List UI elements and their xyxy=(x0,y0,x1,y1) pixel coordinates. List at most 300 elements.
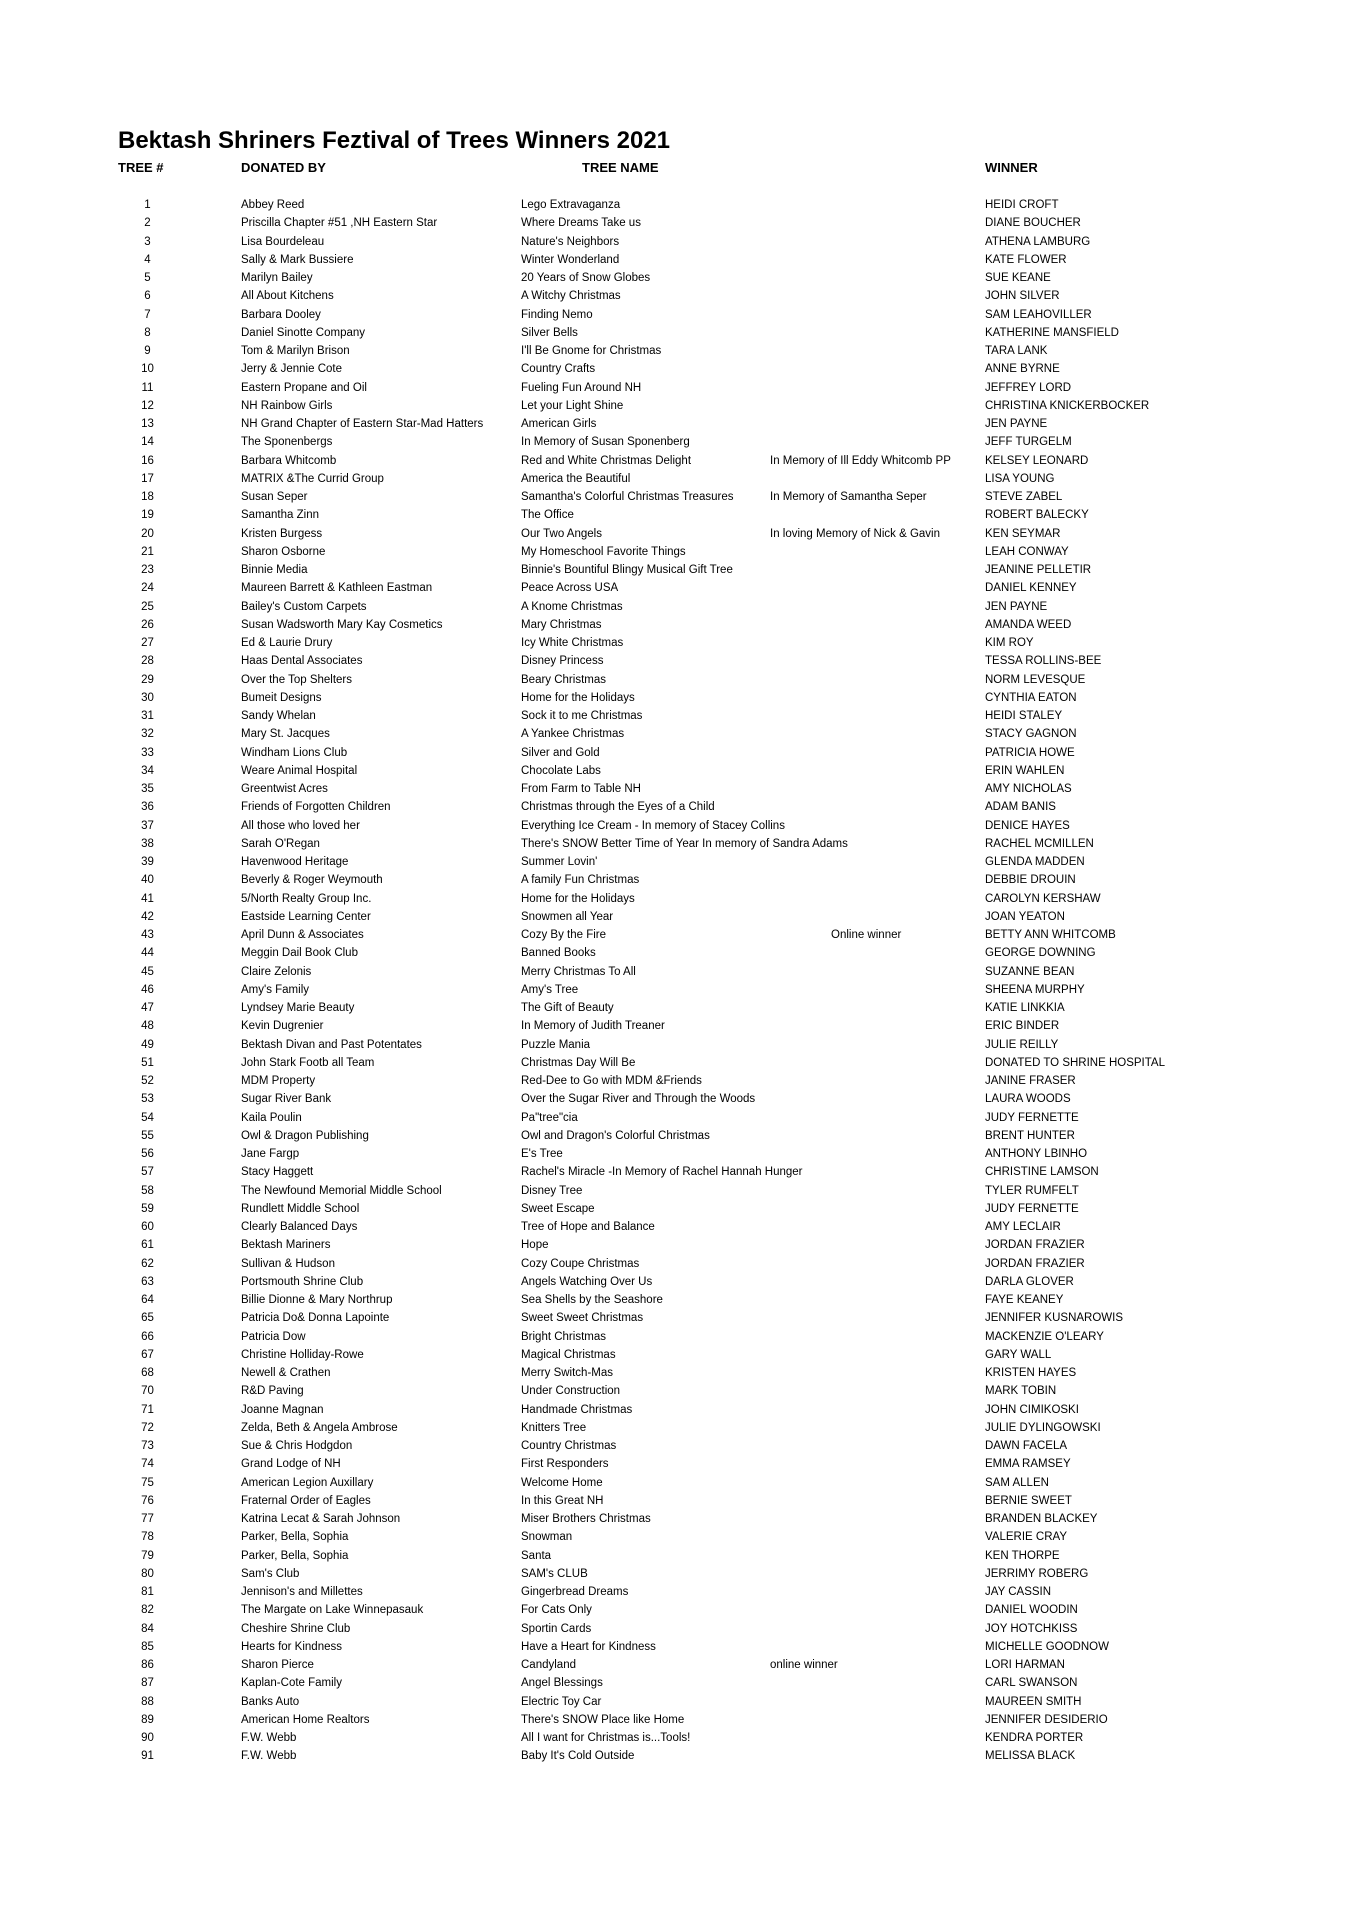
winner-cell: TARA LANK xyxy=(985,345,1048,357)
tree-name-cell: Rachel's Miracle -In Memory of Rachel Hannah Hunger xyxy=(521,1166,803,1179)
tree-name-cell: Santa xyxy=(521,1549,552,1562)
winner-cell: DENICE HAYES xyxy=(985,819,1070,832)
table-row xyxy=(0,946,1358,964)
tree-name-cell: Tree of Hope and Balance xyxy=(521,1221,655,1233)
table-row xyxy=(0,1129,1358,1147)
tree-name-cell: The Gift of Beauty xyxy=(521,1002,614,1014)
tree-number-cell: 81 xyxy=(141,1586,154,1598)
tree-name-cell: Chocolate Labs xyxy=(521,764,601,777)
tree-number-cell: 41 xyxy=(141,892,154,905)
tree-name-cell: Magical Christmas xyxy=(521,1348,616,1361)
tree-number-cell: 45 xyxy=(141,965,154,978)
winner-cell: CAROLYN KERSHAW xyxy=(985,892,1101,905)
table-row xyxy=(0,1640,1358,1658)
tree-name-cell: In Memory of Susan Sponenberg xyxy=(521,436,690,449)
tree-name-cell: Everything Ice Cream - In memory of Stacey Collins xyxy=(521,819,785,832)
tree-name-cell: Beary Christmas xyxy=(521,673,606,686)
table-row xyxy=(0,1403,1358,1421)
donated-by-cell: Sandy Whelan xyxy=(241,710,316,722)
tree-name-cell: Home for the Holidays xyxy=(521,892,635,905)
table-row xyxy=(0,563,1358,581)
table-row xyxy=(0,1220,1358,1238)
tree-number-cell: 54 xyxy=(141,1111,154,1124)
tree-number-cell: 67 xyxy=(141,1348,154,1361)
donated-by-cell: Amy's Family xyxy=(241,983,310,996)
donated-by-cell: Banks Auto xyxy=(241,1695,300,1708)
winner-cell: STEVE ZABEL xyxy=(985,491,1063,503)
donated-by-cell: The Margate on Lake Winnepasauk xyxy=(241,1604,424,1617)
donated-by-cell: Stacy Haggett xyxy=(241,1166,314,1179)
tree-number-cell: 1 xyxy=(144,199,151,211)
table-row xyxy=(0,1439,1358,1457)
donated-by-cell: Priscilla Chapter #51 ,NH Eastern Star xyxy=(241,217,438,230)
table-row xyxy=(0,1622,1358,1640)
table-row xyxy=(0,965,1358,983)
table-row xyxy=(0,892,1358,910)
tree-name-cell: A family Fun Christmas xyxy=(521,874,640,887)
note-cell: online winner xyxy=(770,1659,838,1671)
table-row xyxy=(0,1749,1358,1767)
table-row xyxy=(0,1530,1358,1548)
table-row xyxy=(0,399,1358,417)
tree-name-cell: Baby It's Cold Outside xyxy=(521,1750,635,1763)
table-row xyxy=(0,928,1358,946)
winner-cell: CHRISTINA KNICKERBOCKER xyxy=(985,399,1150,412)
donated-by-cell: Kaila Poulin xyxy=(241,1111,302,1124)
winner-cell: KATIE LINKKIA xyxy=(985,1002,1065,1014)
table-row xyxy=(0,1585,1358,1603)
tree-name-cell: E's Tree xyxy=(521,1148,563,1160)
table-row xyxy=(0,600,1358,618)
tree-name-cell: In this Great NH xyxy=(521,1494,604,1507)
donated-by-cell: Meggin Dail Book Club xyxy=(241,947,358,960)
tree-name-cell: A Yankee Christmas xyxy=(521,728,625,741)
donated-by-cell: Ed & Laurie Drury xyxy=(241,637,333,649)
table-row xyxy=(0,1165,1358,1183)
winner-cell: AMY NICHOLAS xyxy=(985,783,1072,795)
tree-number-cell: 70 xyxy=(141,1385,154,1398)
winner-cell: JANINE FRASER xyxy=(985,1075,1076,1087)
tree-number-cell: 66 xyxy=(141,1330,154,1343)
donated-by-cell: Fraternal Order of Eagles xyxy=(241,1494,371,1507)
winner-cell: KRISTEN HAYES xyxy=(985,1367,1077,1379)
tree-name-cell: Christmas Day Will Be xyxy=(521,1056,636,1069)
tree-number-cell: 21 xyxy=(141,545,154,558)
tree-name-cell: Hope xyxy=(521,1239,549,1252)
table-row xyxy=(0,873,1358,891)
winner-cell: TYLER RUMFELT xyxy=(985,1184,1079,1197)
tree-name-cell: Angels Watching Over Us xyxy=(521,1275,653,1288)
table-row xyxy=(0,581,1358,599)
table-row xyxy=(0,1074,1358,1092)
winner-cell: KATHERINE MANSFIELD xyxy=(985,326,1119,339)
tree-number-cell: 18 xyxy=(141,491,154,503)
tree-number-cell: 19 xyxy=(141,509,154,522)
tree-name-cell: Under Construction xyxy=(521,1385,621,1398)
table-row xyxy=(0,1731,1358,1749)
donated-by-cell: F.W. Webb xyxy=(241,1732,297,1744)
tree-number-cell: 56 xyxy=(141,1148,154,1160)
table-row xyxy=(0,654,1358,672)
winner-cell: CHRISTINE LAMSON xyxy=(985,1166,1099,1179)
tree-number-cell: 75 xyxy=(141,1476,154,1489)
donated-by-cell: Susan Wadsworth Mary Kay Cosmetics xyxy=(241,618,443,631)
tree-name-cell: Mary Christmas xyxy=(521,618,602,631)
tree-number-cell: 87 xyxy=(141,1677,154,1690)
tree-name-cell: Silver Bells xyxy=(521,326,578,339)
donated-by-cell: Parker, Bella, Sophia xyxy=(241,1531,349,1544)
tree-number-cell: 44 xyxy=(141,947,154,960)
tree-number-cell: 72 xyxy=(141,1421,154,1434)
tree-number-cell: 2 xyxy=(144,217,151,230)
tree-name-cell: Red-Dee to Go with MDM &Friends xyxy=(521,1075,702,1087)
tree-number-cell: 35 xyxy=(141,783,154,795)
donated-by-cell: All About Kitchens xyxy=(241,290,334,303)
tree-number-cell: 37 xyxy=(141,819,154,832)
donated-by-cell: MDM Property xyxy=(241,1075,316,1087)
winner-cell: BRANDEN BLACKEY xyxy=(985,1513,1098,1525)
donated-by-cell: NH Rainbow Girls xyxy=(241,399,333,412)
tree-number-cell: 29 xyxy=(141,673,154,686)
winner-cell: KELSEY LEONARD xyxy=(985,454,1089,467)
table-row xyxy=(0,1056,1358,1074)
tree-name-cell: Angel Blessings xyxy=(521,1677,603,1690)
tree-number-cell: 52 xyxy=(141,1075,154,1087)
winner-cell: DEBBIE DROUIN xyxy=(985,874,1076,887)
tree-name-cell: Merry Christmas To All xyxy=(521,965,636,978)
donated-by-cell: American Legion Auxillary xyxy=(241,1476,374,1489)
tree-name-cell: Welcome Home xyxy=(521,1476,603,1489)
tree-name-cell: There's SNOW Better Time of Year In memory of Sandra Adams xyxy=(521,837,848,850)
tree-number-cell: 48 xyxy=(141,1020,154,1033)
winner-cell: JORDAN FRAZIER xyxy=(985,1257,1085,1270)
tree-name-cell: Finding Nemo xyxy=(521,308,593,321)
winner-cell: SAM LEAHOVILLER xyxy=(985,308,1092,321)
donated-by-cell: Beverly & Roger Weymouth xyxy=(241,874,383,887)
tree-number-cell: 58 xyxy=(141,1184,154,1197)
winner-cell: RACHEL MCMILLEN xyxy=(985,837,1094,850)
donated-by-cell: Mary St. Jacques xyxy=(241,728,330,741)
header-tree-name: TREE NAME xyxy=(582,160,659,175)
tree-number-cell: 68 xyxy=(141,1367,154,1379)
table-row xyxy=(0,1512,1358,1530)
table-row xyxy=(0,1147,1358,1165)
tree-number-cell: 57 xyxy=(141,1166,154,1179)
table-row xyxy=(0,216,1358,234)
tree-number-cell: 8 xyxy=(144,326,151,339)
table-row xyxy=(0,1184,1358,1202)
tree-number-cell: 11 xyxy=(141,381,154,394)
tree-number-cell: 5 xyxy=(144,272,151,284)
tree-number-cell: 7 xyxy=(144,308,151,321)
tree-number-cell: 90 xyxy=(141,1732,154,1744)
winner-cell: VALERIE CRAY xyxy=(985,1531,1068,1544)
table-row xyxy=(0,326,1358,344)
winner-cell: EMMA RAMSEY xyxy=(985,1458,1071,1471)
tree-number-cell: 38 xyxy=(141,837,154,850)
donated-by-cell: Katrina Lecat & Sarah Johnson xyxy=(241,1513,401,1525)
winner-cell: JEFF TURGELM xyxy=(985,436,1072,449)
tree-name-cell: SAM's CLUB xyxy=(521,1567,588,1580)
table-row xyxy=(0,508,1358,526)
table-row xyxy=(0,435,1358,453)
tree-name-cell: Bright Christmas xyxy=(521,1330,606,1343)
winner-cell: LORI HARMAN xyxy=(985,1659,1065,1671)
donated-by-cell: Windham Lions Club xyxy=(241,746,348,759)
tree-name-cell: Where Dreams Take us xyxy=(521,217,641,230)
winner-cell: LISA YOUNG xyxy=(985,472,1055,485)
tree-number-cell: 40 xyxy=(141,874,154,887)
table-row xyxy=(0,1494,1358,1512)
tree-name-cell: My Homeschool Favorite Things xyxy=(521,545,686,558)
winner-cell: JULIE DYLINGOWSKI xyxy=(985,1421,1101,1434)
note-cell: In loving Memory of Nick & Gavin xyxy=(770,527,941,540)
table-row xyxy=(0,308,1358,326)
tree-name-cell: America the Beautiful xyxy=(521,472,631,485)
header-winner: WINNER xyxy=(985,160,1038,175)
winner-cell: MELISSA BLACK xyxy=(985,1750,1076,1763)
winner-cell: JOY HOTCHKISS xyxy=(985,1622,1078,1635)
winner-cell: ERIC BINDER xyxy=(985,1020,1060,1033)
tree-number-cell: 30 xyxy=(141,691,154,704)
winner-cell: PATRICIA HOWE xyxy=(985,746,1075,759)
table-row xyxy=(0,381,1358,399)
winner-cell: JUDY FERNETTE xyxy=(985,1202,1079,1215)
table-row xyxy=(0,709,1358,727)
donated-by-cell: The Sponenbergs xyxy=(241,436,333,449)
donated-by-cell: Over the Top Shelters xyxy=(241,673,353,686)
tree-number-cell: 82 xyxy=(141,1604,154,1617)
tree-number-cell: 36 xyxy=(141,801,154,814)
winner-cell: JEN PAYNE xyxy=(985,600,1048,613)
tree-name-cell: Knitters Tree xyxy=(521,1421,587,1434)
tree-name-cell: Let your Light Shine xyxy=(521,399,624,412)
tree-number-cell: 42 xyxy=(141,910,154,923)
tree-name-cell: Gingerbread Dreams xyxy=(521,1586,629,1598)
winner-cell: MAUREEN SMITH xyxy=(985,1695,1082,1708)
donated-by-cell: Kevin Dugrenier xyxy=(241,1020,324,1033)
table-row xyxy=(0,1603,1358,1621)
table-row xyxy=(0,1092,1358,1110)
winner-cell: ERIN WAHLEN xyxy=(985,764,1065,777)
donated-by-cell: 5/North Realty Group Inc. xyxy=(241,892,372,905)
tree-name-cell: Samantha's Colorful Christmas Treasures xyxy=(521,491,734,503)
winner-cell: AMANDA WEED xyxy=(985,618,1072,631)
table-row xyxy=(0,198,1358,216)
tree-name-cell: Sea Shells by the Seashore xyxy=(521,1294,663,1306)
donated-by-cell: Binnie Media xyxy=(241,564,308,576)
table-row xyxy=(0,1202,1358,1220)
donated-by-cell: Hearts for Kindness xyxy=(241,1640,342,1653)
tree-name-cell: Home for the Holidays xyxy=(521,691,635,704)
donated-by-cell: The Newfound Memorial Middle School xyxy=(241,1184,442,1197)
tree-name-cell: Lego Extravaganza xyxy=(521,199,621,211)
tree-name-cell: Summer Lovin' xyxy=(521,856,598,868)
winner-cell: KENDRA PORTER xyxy=(985,1732,1084,1744)
table-row xyxy=(0,855,1358,873)
winner-cell: CARL SWANSON xyxy=(985,1677,1078,1690)
tree-name-cell: From Farm to Table NH xyxy=(521,783,641,795)
winner-cell: AMY LECLAIR xyxy=(985,1221,1061,1233)
table-row xyxy=(0,983,1358,1001)
tree-name-cell: Peace Across USA xyxy=(521,582,619,595)
tree-name-cell: All I want for Christmas is...Tools! xyxy=(521,1732,691,1744)
header-donated-by: DONATED BY xyxy=(241,160,326,175)
tree-number-cell: 49 xyxy=(141,1038,154,1051)
donated-by-cell: Portsmouth Shrine Club xyxy=(241,1275,364,1288)
tree-number-cell: 14 xyxy=(141,436,154,449)
tree-number-cell: 24 xyxy=(141,582,154,595)
header-tree-number: TREE # xyxy=(118,160,164,175)
table-row xyxy=(0,673,1358,691)
tree-name-cell: Miser Brothers Christmas xyxy=(521,1513,651,1525)
winner-cell: JEN PAYNE xyxy=(985,418,1048,430)
donated-by-cell: Susan Seper xyxy=(241,491,308,503)
winner-cell: JEANINE PELLETIR xyxy=(985,564,1092,576)
tree-name-cell: Sweet Escape xyxy=(521,1202,595,1215)
table-row xyxy=(0,545,1358,563)
donated-by-cell: Sullivan & Hudson xyxy=(241,1257,335,1270)
table-row xyxy=(0,1257,1358,1275)
tree-number-cell: 76 xyxy=(141,1494,154,1507)
table-row xyxy=(0,362,1358,380)
table-row xyxy=(0,1421,1358,1439)
winner-cell: GLENDA MADDEN xyxy=(985,856,1085,868)
donated-by-cell: Bektash Mariners xyxy=(241,1239,331,1252)
donated-by-cell: Abbey Reed xyxy=(241,199,305,211)
winner-cell: MICHELLE GOODNOW xyxy=(985,1640,1109,1653)
winner-cell: DANIEL WOODIN xyxy=(985,1604,1078,1617)
tree-name-cell: A Knome Christmas xyxy=(521,600,623,613)
donated-by-cell: Clearly Balanced Days xyxy=(241,1221,358,1233)
tree-number-cell: 61 xyxy=(141,1239,154,1252)
table-row xyxy=(0,253,1358,271)
tree-number-cell: 51 xyxy=(141,1056,154,1069)
donated-by-cell: Patricia Do& Donna Lapointe xyxy=(241,1312,390,1325)
tree-number-cell: 80 xyxy=(141,1567,154,1580)
winner-cell: LEAH CONWAY xyxy=(985,545,1069,558)
winner-cell: JEFFREY LORD xyxy=(985,381,1072,394)
winner-cell: CYNTHIA EATON xyxy=(985,691,1077,704)
winner-cell: DARLA GLOVER xyxy=(985,1275,1074,1288)
table-row xyxy=(0,1330,1358,1348)
tree-name-cell: American Girls xyxy=(521,418,597,430)
tree-number-cell: 6 xyxy=(144,290,151,303)
tree-name-cell: Winter Wonderland xyxy=(521,253,620,266)
winner-cell: SHEENA MURPHY xyxy=(985,983,1085,996)
tree-name-cell: Our Two Angels xyxy=(521,527,602,540)
note-cell: In Memory of Ill Eddy Whitcomb PP xyxy=(770,454,951,467)
page-title: Bektash Shriners Feztival of Trees Winners 2021 xyxy=(118,127,671,154)
winner-cell: ATHENA LAMBURG xyxy=(985,235,1091,248)
table-row xyxy=(0,1384,1358,1402)
winner-cell: HEIDI CROFT xyxy=(985,199,1059,211)
tree-number-cell: 16 xyxy=(141,454,154,467)
tree-name-cell: Owl and Dragon's Colorful Christmas xyxy=(521,1129,710,1142)
tree-number-cell: 71 xyxy=(141,1403,154,1416)
donated-by-cell: Eastside Learning Center xyxy=(241,910,371,923)
tree-number-cell: 31 xyxy=(141,710,154,722)
donated-by-cell: Kaplan-Cote Family xyxy=(241,1677,342,1690)
tree-number-cell: 32 xyxy=(141,728,154,741)
tree-number-cell: 59 xyxy=(141,1202,154,1215)
table-row xyxy=(0,527,1358,545)
tree-number-cell: 4 xyxy=(144,253,151,266)
winner-cell: KIM ROY xyxy=(985,637,1034,649)
donated-by-cell: F.W. Webb xyxy=(241,1750,297,1763)
winner-cell: JERRIMY ROBERG xyxy=(985,1567,1089,1580)
donated-by-cell: Tom & Marilyn Brison xyxy=(241,345,350,357)
donated-by-cell: Barbara Whitcomb xyxy=(241,454,337,467)
tree-name-cell: First Responders xyxy=(521,1458,609,1471)
table-row xyxy=(0,837,1358,855)
winner-cell: JOHN CIMIKOSKI xyxy=(985,1403,1079,1416)
tree-name-cell: Icy White Christmas xyxy=(521,637,624,649)
table-row xyxy=(0,746,1358,764)
table-row xyxy=(0,1549,1358,1567)
tree-name-cell: For Cats Only xyxy=(521,1604,592,1617)
winner-cell: ANTHONY LBINHO xyxy=(985,1148,1088,1160)
winner-cell: BERNIE SWEET xyxy=(985,1494,1072,1507)
donated-by-cell: Sharon Osborne xyxy=(241,545,326,558)
tree-number-cell: 78 xyxy=(141,1531,154,1544)
donated-by-cell: Owl & Dragon Publishing xyxy=(241,1129,369,1142)
note-cell: In Memory of Samantha Seper xyxy=(770,491,927,503)
winner-cell: TESSA ROLLINS-BEE xyxy=(985,655,1102,668)
donated-by-cell: Jennison's and Millettes xyxy=(241,1586,363,1598)
tree-name-cell: Cozy Coupe Christmas xyxy=(521,1257,640,1270)
winner-cell: BETTY ANN WHITCOMB xyxy=(985,929,1116,941)
tree-name-cell: Pa"tree"cia xyxy=(521,1111,578,1124)
table-row xyxy=(0,1001,1358,1019)
table-row xyxy=(0,1676,1358,1694)
winner-cell: GEORGE DOWNING xyxy=(985,947,1096,960)
winner-cell: JOAN YEATON xyxy=(985,910,1065,923)
donated-by-cell: Parker, Bella, Sophia xyxy=(241,1549,349,1562)
tree-number-cell: 10 xyxy=(141,363,154,376)
winner-cell: JULIE REILLY xyxy=(985,1038,1059,1051)
winner-cell: GARY WALL xyxy=(985,1348,1052,1361)
donated-by-cell: NH Grand Chapter of Eastern Star-Mad Hatters xyxy=(241,418,484,430)
donated-by-cell: Claire Zelonis xyxy=(241,965,312,978)
table-row xyxy=(0,1311,1358,1329)
winner-cell: ANNE BYRNE xyxy=(985,363,1060,376)
donated-by-cell: Sam's Club xyxy=(241,1567,300,1580)
table-row xyxy=(0,344,1358,362)
tree-number-cell: 3 xyxy=(144,235,151,248)
winner-cell: DIANE BOUCHER xyxy=(985,217,1081,230)
tree-name-cell: In Memory of Judith Treaner xyxy=(521,1020,665,1033)
table-row xyxy=(0,1457,1358,1475)
tree-name-cell: Handmade Christmas xyxy=(521,1403,633,1416)
donated-by-cell: Grand Lodge of NH xyxy=(241,1458,341,1471)
table-row xyxy=(0,819,1358,837)
donated-by-cell: Zelda, Beth & Angela Ambrose xyxy=(241,1421,398,1434)
table-row xyxy=(0,800,1358,818)
tree-name-cell: Amy's Tree xyxy=(521,983,579,996)
table-row xyxy=(0,1038,1358,1056)
tree-name-cell: Over the Sugar River and Through the Woods xyxy=(521,1093,756,1106)
donated-by-cell: All those who loved her xyxy=(241,819,360,832)
winner-cell: BRENT HUNTER xyxy=(985,1129,1075,1142)
winner-cell: DANIEL KENNEY xyxy=(985,582,1077,595)
donated-by-cell: Maureen Barrett & Kathleen Eastman xyxy=(241,582,433,595)
donated-by-cell: Patricia Dow xyxy=(241,1330,306,1343)
winner-cell: ADAM BANIS xyxy=(985,801,1056,814)
tree-name-cell: Christmas through the Eyes of a Child xyxy=(521,801,715,814)
tree-number-cell: 47 xyxy=(141,1002,154,1014)
winner-cell: STACY GAGNON xyxy=(985,728,1077,741)
